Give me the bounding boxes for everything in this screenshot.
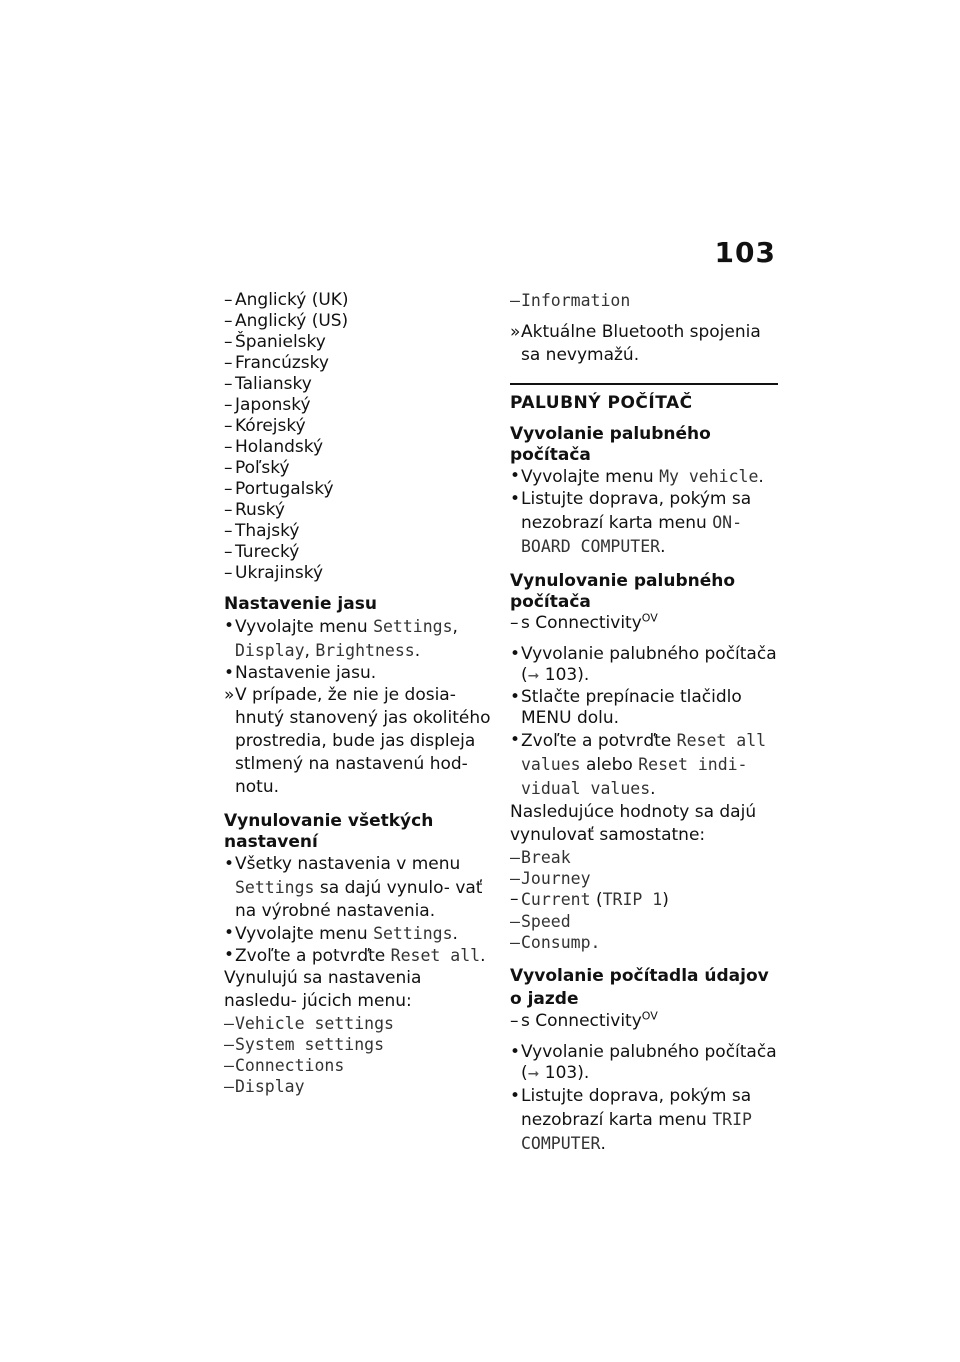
separator: . — [600, 1134, 606, 1154]
brightness-heading: Nastavenie jasu — [224, 594, 377, 614]
page-reference[interactable]: (➞ 103). — [521, 1063, 590, 1083]
step-text: Listujte doprava, pokým sa nezobrazí karta menu — [521, 1086, 752, 1130]
list-item: – Španielsky — [224, 332, 494, 353]
option-superscript: OV — [641, 1009, 658, 1023]
separator: . — [650, 779, 656, 799]
reset-step-2: • Stlačte prepínacie tlačidlo MENU dolu. — [510, 687, 780, 729]
condition-text: s Connectivity — [521, 1011, 642, 1031]
call-step-1 — [510, 466, 780, 488]
list-item: – Poľský — [224, 458, 494, 479]
list-item: – Ukrajinský — [224, 563, 494, 584]
reset-step-1 — [510, 644, 780, 687]
list-item: – Journey — [510, 868, 780, 889]
right-column — [510, 290, 780, 1156]
call-step-2 — [510, 488, 780, 559]
reset-note: Vynulujú sa nastavenia nasledu- júcich menu: — [224, 968, 422, 1011]
page-number: 103 — [714, 236, 776, 269]
step-text: Zvoľte a potvrďte — [235, 946, 391, 966]
reset-note: Nasledujúce hodnoty sa dajú vynulovať samostatne: — [510, 802, 757, 845]
menu-code: Brightness — [315, 641, 415, 660]
step-text: Vyvolajte menu — [235, 617, 374, 637]
menu-code: Settings — [235, 878, 315, 897]
reset-step-3 — [510, 729, 780, 801]
reference-text: 103). — [544, 665, 590, 685]
list-item: – Portugalský — [224, 479, 494, 500]
brightness-step-2: • Nastavenie jasu. — [224, 663, 494, 684]
bt-result: » Aktuálne Bluetooth spojenia sa nevymažú. — [510, 321, 780, 367]
step-text: alebo — [580, 755, 639, 775]
list-item: – Taliansky — [224, 374, 494, 395]
menu-code: ON- BOARD COMPUTER — [521, 513, 743, 556]
brightness-result: » V prípade, že nie je dosia- hnutý stanovený jas okolitého prostredia, bude jas displeja stlmený na nastavenú hod- notu. — [224, 684, 494, 799]
list-item: – Holandský — [224, 437, 494, 458]
list-item: – Japonský — [224, 395, 494, 416]
step-text: Zvoľte a potvrďte — [521, 731, 677, 751]
separator: ( — [590, 890, 603, 910]
menu-code: Reset all — [390, 946, 481, 965]
list-item: – Consump. — [510, 932, 780, 953]
menu-code: Reset all values — [521, 731, 767, 774]
arrow-right-icon: ➞ — [527, 1066, 540, 1082]
list-item: – Anglický (UK) — [224, 290, 494, 311]
separator: ) — [662, 890, 669, 910]
trip-step-2 — [510, 1085, 780, 1156]
separator: , — [304, 641, 316, 661]
trip-step-1 — [510, 1042, 780, 1085]
list-item: – Display — [224, 1076, 494, 1097]
list-item: – Anglický (US) — [224, 311, 494, 332]
separator: . — [660, 537, 666, 557]
reset-menu-list — [224, 1013, 494, 1097]
step-text: sa dajú vynulo- vať na výrobné nastavenia. — [235, 878, 483, 921]
list-item: – System settings — [224, 1034, 494, 1055]
step-text: Vyvolajte menu — [521, 467, 660, 487]
step-text: Vyvolanie palubného počítača — [521, 644, 777, 664]
trip-condition — [510, 1011, 780, 1032]
reset-step-3 — [224, 945, 494, 967]
menu-code: My vehicle — [659, 467, 759, 486]
separator: . — [414, 641, 421, 661]
menu-code: Settings — [373, 924, 453, 943]
value-list — [510, 847, 780, 953]
language-list — [224, 290, 494, 584]
list-item: – Ruský — [224, 500, 494, 521]
section-title: PALUBNÝ POČÍTAČ — [510, 383, 778, 414]
trip-heading: Vyvolanie počítadla údajov o jazde — [510, 966, 769, 1009]
separator: . — [480, 946, 486, 966]
brightness-step-1 — [224, 615, 494, 663]
separator: . — [452, 924, 458, 944]
step-text: Listujte doprava, pokým sa nezobrazí karta menu — [521, 489, 752, 533]
condition-text: s Connectivity — [521, 613, 642, 633]
separator: . — [758, 467, 764, 487]
menu-code: Settings — [373, 617, 453, 636]
menu-code: Reset indi- vidual values — [521, 755, 748, 798]
menu-code: Display — [235, 641, 305, 660]
step-text: Vyvolajte menu — [235, 924, 374, 944]
page-reference[interactable]: (➞ 103). — [521, 665, 590, 685]
list-item: – Speed — [510, 911, 780, 932]
option-superscript: OV — [641, 611, 658, 625]
value-code: Current — [521, 890, 591, 909]
list-item: – Connections — [224, 1055, 494, 1076]
reset-step-1 — [224, 853, 494, 923]
list-item — [510, 889, 780, 911]
reset-all-heading: Vynulovanie všetkých nastavení — [224, 811, 434, 852]
list-item: – Thajský — [224, 521, 494, 542]
list-item: – Vehicle settings — [224, 1013, 494, 1034]
list-item: – Kórejský — [224, 416, 494, 437]
list-item: – Francúzsky — [224, 353, 494, 374]
call-heading: Vyvolanie palubného počítača — [510, 424, 711, 465]
reset-heading: Vynulovanie palubného počítača — [510, 571, 736, 612]
left-column — [224, 290, 494, 1097]
reference-text: 103). — [544, 1063, 590, 1083]
value-code: TRIP 1 — [602, 890, 663, 909]
arrow-right-icon: ➞ — [527, 668, 540, 684]
reset-condition — [510, 613, 780, 634]
step-text: Vyvolanie palubného počítača — [521, 1042, 777, 1062]
menu-code: TRIP COMPUTER — [521, 1110, 752, 1153]
step-text: Všetky nastavenia v menu — [235, 854, 461, 874]
list-item: – Turecký — [224, 542, 494, 563]
separator: , — [452, 617, 458, 637]
list-item: – Break — [510, 847, 780, 868]
list-item: – Information — [510, 290, 780, 311]
reset-step-2 — [224, 923, 494, 945]
